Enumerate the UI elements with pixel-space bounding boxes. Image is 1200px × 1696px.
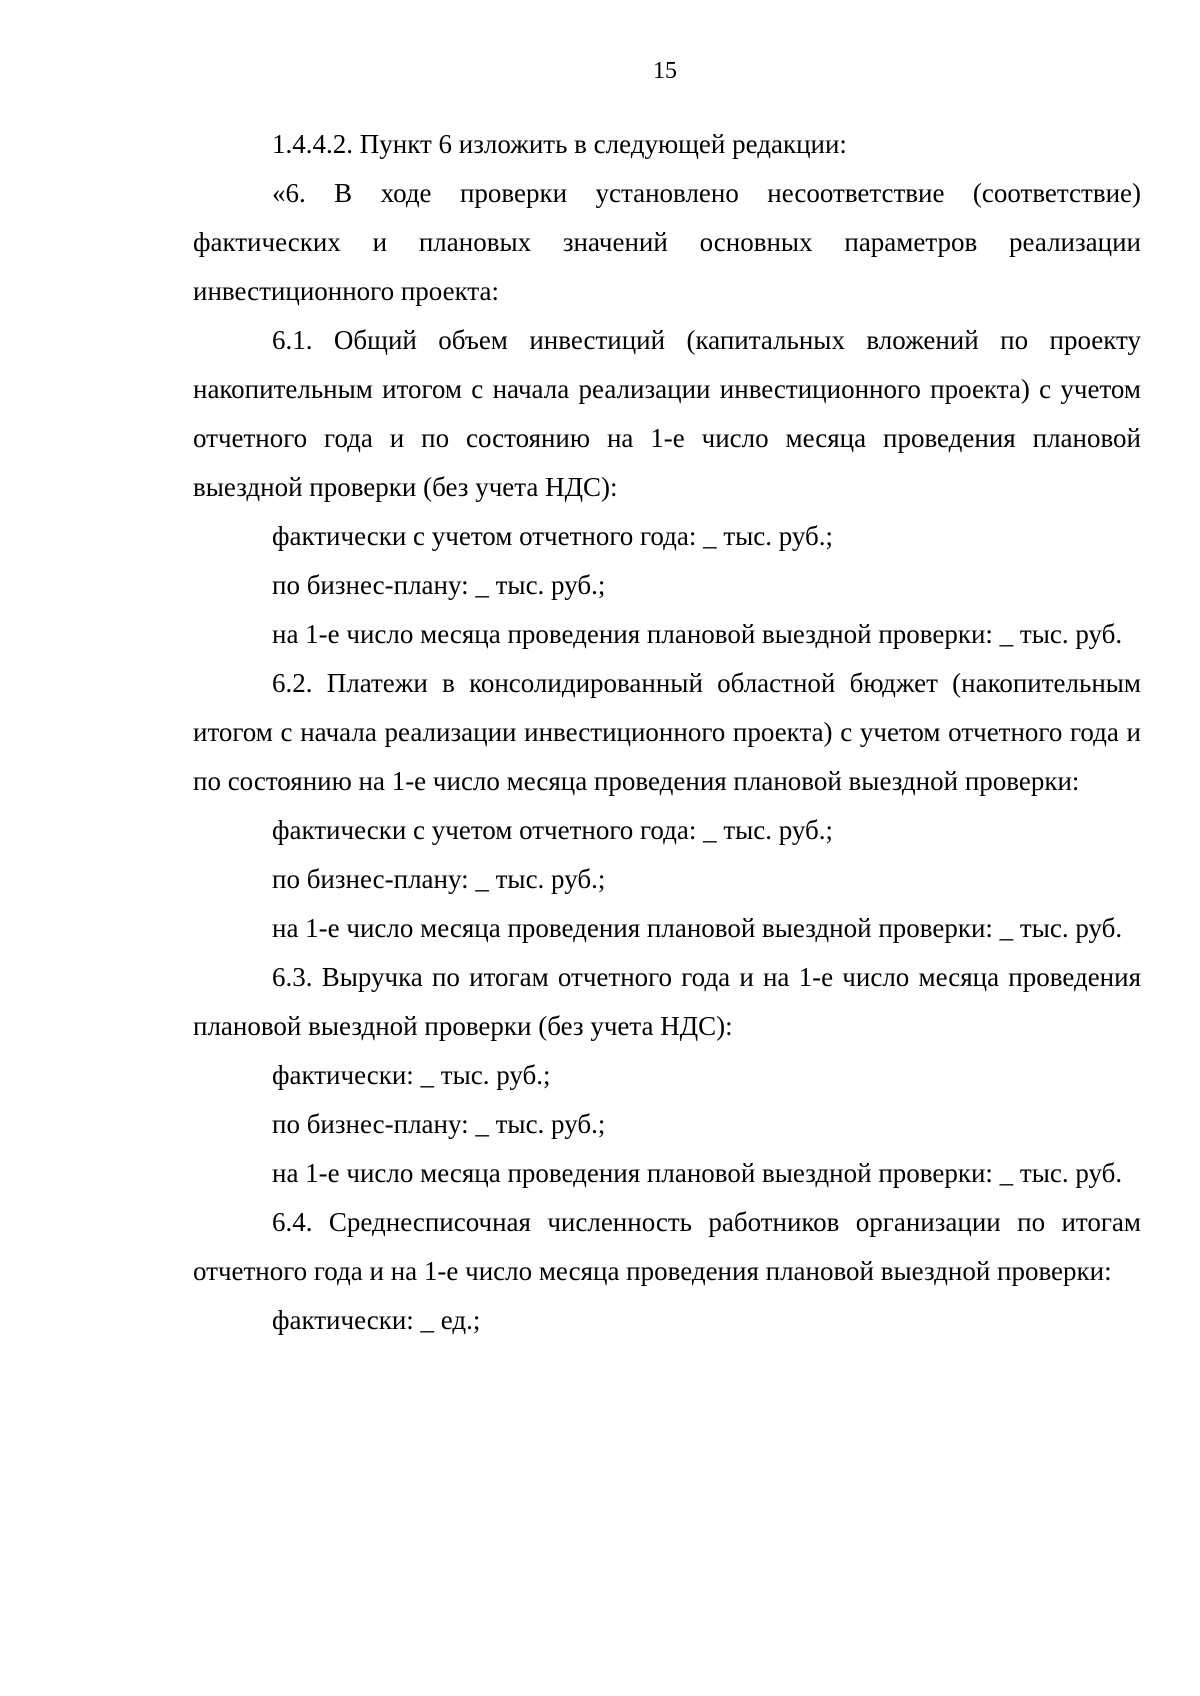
paragraph-6-4-actual: фактически: _ ед.; <box>272 1305 481 1335</box>
paragraph-6-1-plan: по бизнес-плану: _ тыс. руб.; <box>272 570 606 600</box>
paragraph-1-4-4-2: 1.4.4.2. Пункт 6 изложить в следующей редакции: <box>272 129 847 159</box>
paragraph-6-1: 6.1. Общий объем инвестиций (капитальных вложений по проекту накопительным итогом с начала реализации инвестиционного проекта) с учетом отчетного года и по состоянию на 1-е число месяца проведения плановой выездной проверки (без учета НДС): <box>193 325 1141 502</box>
paragraph-6-3-inspection: на 1-е число месяца проведения плановой выездной проверки: _ тыс. руб. <box>272 1158 1123 1188</box>
paragraph-6-2: 6.2. Платежи в консолидированный областной бюджет (накопительным итогом с начала реализации инвестиционного проекта) с учетом отчетного года и по состоянию на 1-е число месяца проведения плановой выездной проверки: <box>193 668 1141 796</box>
paragraph-6-3: 6.3. Выручка по итогам отчетного года и на 1-е число месяца проведения плановой выездной проверки (без учета НДС): <box>193 962 1141 1041</box>
document-body <box>193 120 1141 1345</box>
paragraph-6-intro: «6. В ходе проверки установлено несоответствие (соответствие) фактических и плановых значений основных параметров реализации инвестиционного проекта: <box>193 178 1141 306</box>
paragraph-6-2-actual: фактически с учетом отчетного года: _ тыс. руб.; <box>272 815 834 845</box>
paragraph-6-4: 6.4. Среднесписочная численность работников организации по итогам отчетного года и на 1-е число месяца проведения плановой выездной проверки: <box>193 1207 1141 1286</box>
paragraph-6-3-plan: по бизнес-плану: _ тыс. руб.; <box>272 1109 606 1139</box>
paragraph-6-3-actual: фактически: _ тыс. руб.; <box>272 1060 551 1090</box>
paragraph-6-1-actual: фактически с учетом отчетного года: _ тыс. руб.; <box>272 521 834 551</box>
paragraph-6-2-inspection: на 1-е число месяца проведения плановой выездной проверки: _ тыс. руб. <box>272 913 1123 943</box>
paragraph-6-2-plan: по бизнес-плану: _ тыс. руб.; <box>272 864 606 894</box>
page-number: 15 <box>653 58 677 84</box>
paragraph-6-1-inspection: на 1-е число месяца проведения плановой выездной проверки: _ тыс. руб. <box>272 619 1123 649</box>
